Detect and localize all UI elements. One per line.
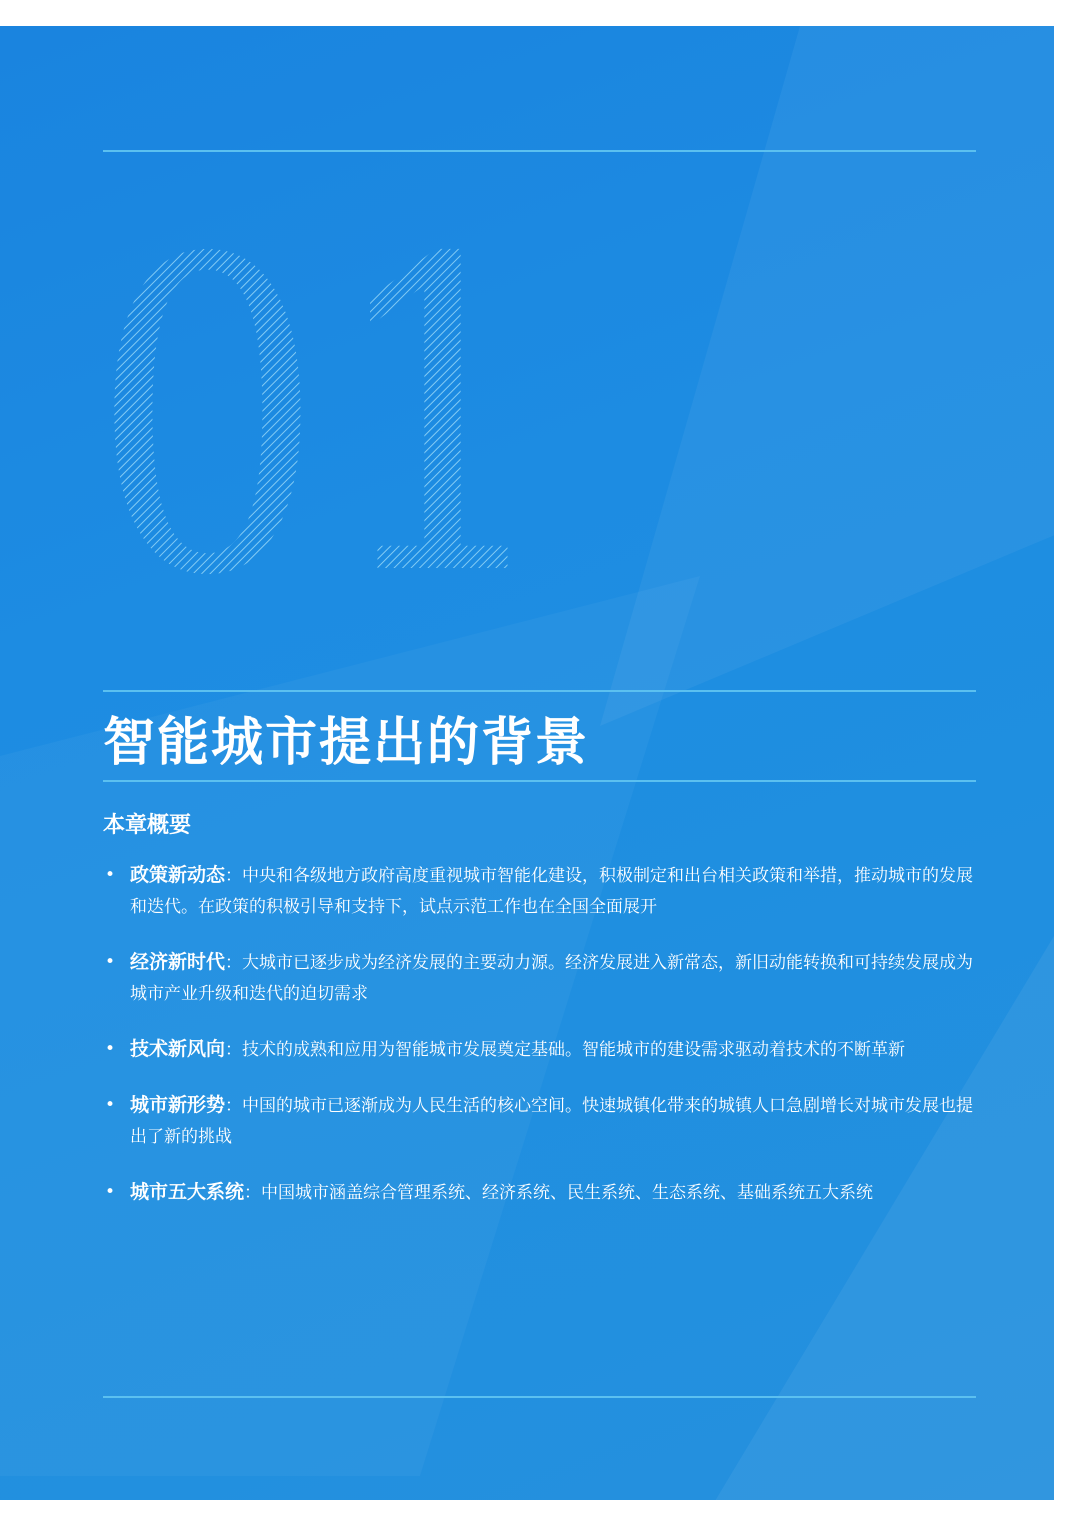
summary-item-text: 中国城市涵盖综合管理系统、经济系统、民生系统、生态系统、基础系统五大系统 [261,1183,874,1203]
summary-item-text: 技术的成熟和应用为智能城市发展奠定基础。智能城市的建设需求驱动着技术的不断革新 [242,1040,906,1060]
bullet-icon: • [105,1039,116,1059]
summary-item-text: 中国的城市已逐渐成为人民生活的核心空间。快速城镇化带来的城镇人口急剧增长对城市发展也提出了新的挑战 [130,1096,974,1147]
summary-item-term: 城市新形势 [130,1094,226,1116]
summary-item-term: 政策新动态 [130,864,226,886]
chapter-number-text: 01 [90,218,560,578]
bullet-icon: • [105,952,116,972]
summary-item-economy [103,947,978,1010]
summary-item-separator: ： [244,1183,262,1203]
bullet-icon: • [105,1182,116,1202]
bullet-icon: • [105,1095,116,1115]
summary-item-separator: ： [225,953,243,973]
divider-title-top [103,690,976,692]
summary-item-term: 城市五大系统 [130,1181,245,1203]
summary-item-separator: ： [225,866,243,886]
chapter-number [90,218,610,578]
summary-item-five-systems [103,1177,978,1209]
summary-list [103,860,978,1233]
divider-title-bottom [103,780,976,782]
summary-item-policy [103,860,978,923]
summary-item-term: 技术新风向 [130,1038,226,1060]
summary-item-urban-situation [103,1090,978,1153]
summary-item-term: 经济新时代 [130,951,226,973]
bullet-icon: • [105,865,116,885]
divider-bottom [103,1396,976,1398]
summary-item-text: 中央和各级地方政府高度重视城市智能化建设，积极制定和出台相关政策和举措，推动城市的发展和迭代。在政策的积极引导和支持下，试点示范工作也在全国全面展开 [130,866,974,917]
summary-item-separator: ： [225,1096,243,1116]
summary-item-technology [103,1034,978,1066]
summary-item-text: 大城市已逐步成为经济发展的主要动力源。经济发展进入新常态，新旧动能转换和可持续发展成为城市产业升级和迭代的迫切需求 [130,953,974,1004]
summary-heading: 本章概要 [103,813,192,838]
chapter-title: 智能城市提出的背景 [103,713,590,773]
divider-top [103,150,976,152]
summary-item-separator: ： [225,1040,243,1060]
